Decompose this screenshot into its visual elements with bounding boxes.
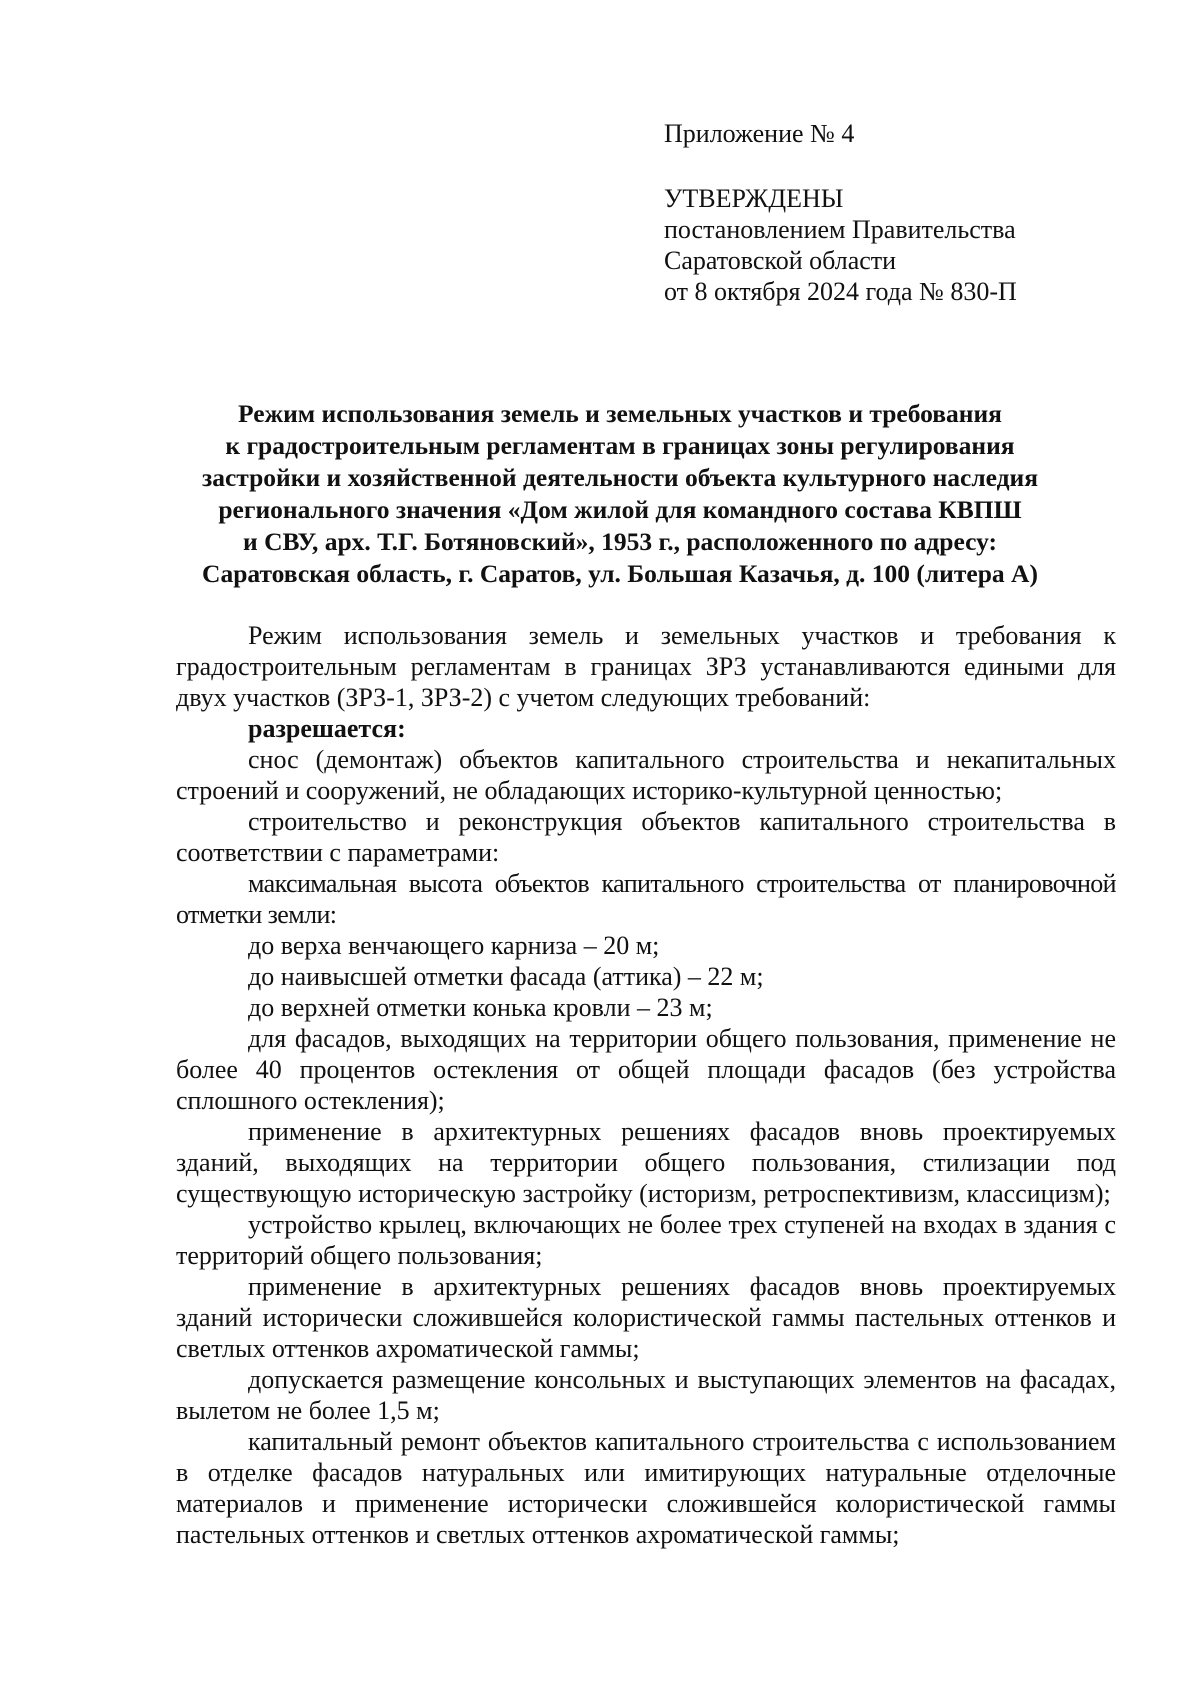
- body-paragraph: снос (демонтаж) объектов капитального строительства и некапитальных строений и сооружений, не обладающих историко-культурной ценностью;: [176, 745, 1116, 805]
- approval-block: [664, 118, 1144, 307]
- body-paragraph: допускается размещение консольных и выступающих элементов на фасадах, вылетом не более 1,5 м;: [176, 1365, 1116, 1425]
- approved-heading: УТВЕРЖДЕНЫ: [664, 184, 844, 213]
- approved-by-line: Саратовской области: [664, 246, 897, 275]
- title-line: застройки и хозяйственной деятельности объекта культурного наследия: [201, 463, 1039, 492]
- body-paragraph: для фасадов, выходящих на территории общего пользования, применение не более 40 процентов остекления от общей площади фасадов (без устройства сплошного остекления);: [176, 1024, 1116, 1115]
- appendix-number: Приложение № 4: [664, 119, 855, 148]
- title-line: Режим использования земель и земельных участков и требования: [238, 399, 1002, 428]
- document-title: [150, 398, 1090, 590]
- title-line: Саратовская область, г. Саратов, ул. Большая Казачья, д. 100 (литера А): [202, 559, 1038, 588]
- title-line: и СВУ, арх. Т.Г. Ботяновский», 1953 г., расположенного по адресу:: [243, 527, 997, 556]
- intro-paragraph: Режим использования земель и земельных участков и требования к градостроительным регламентам в границах ЗРЗ устанавливаются едиными для двух участков (ЗРЗ-1, ЗРЗ-2) с учетом следующих требований:: [176, 621, 1116, 712]
- body-paragraph: максимальная высота объектов капитального строительства от планировочной отметки земли:: [176, 869, 1116, 929]
- body-paragraph: капитальный ремонт объектов капитального строительства с использованием в отделке фасадов натуральных или имитирующих натуральные отделочные материалов и применение исторически сложившейся колористической гаммы пастельных оттенков и светлых оттенков ахроматической гаммы;: [176, 1427, 1116, 1549]
- body-paragraph: строительство и реконструкция объектов капитального строительства в соответствии с параметрами:: [176, 807, 1116, 867]
- approved-by-line: постановлением Правительства: [664, 215, 1016, 244]
- body-paragraph: устройство крылец, включающих не более трех ступеней на входах в здания с территорий общего пользования;: [176, 1210, 1116, 1270]
- body-paragraph: до наивысшей отметки фасада (аттика) – 22 м;: [248, 962, 764, 991]
- allowed-heading: разрешается:: [248, 714, 406, 743]
- title-line: регионального значения «Дом жилой для командного состава КВПШ: [218, 495, 1022, 524]
- body-paragraph: применение в архитектурных решениях фасадов вновь проектируемых зданий исторически сложившейся колористической гаммы пастельных оттенков и светлых оттенков ахроматической гаммы;: [176, 1272, 1116, 1363]
- title-line: к градостроительным регламентам в границах зоны регулирования: [225, 431, 1015, 460]
- document-body: [176, 620, 1116, 1550]
- approved-by-line: от 8 октября 2024 года № 830-П: [664, 277, 1017, 306]
- body-paragraph: применение в архитектурных решениях фасадов вновь проектируемых зданий, выходящих на территории общего пользования, стилизации под существующую историческую застройку (историзм, ретроспективизм, классицизм);: [176, 1117, 1116, 1208]
- body-paragraph: до верхней отметки конька кровли – 23 м;: [248, 993, 713, 1022]
- body-paragraph: до верха венчающего карниза – 20 м;: [248, 931, 660, 960]
